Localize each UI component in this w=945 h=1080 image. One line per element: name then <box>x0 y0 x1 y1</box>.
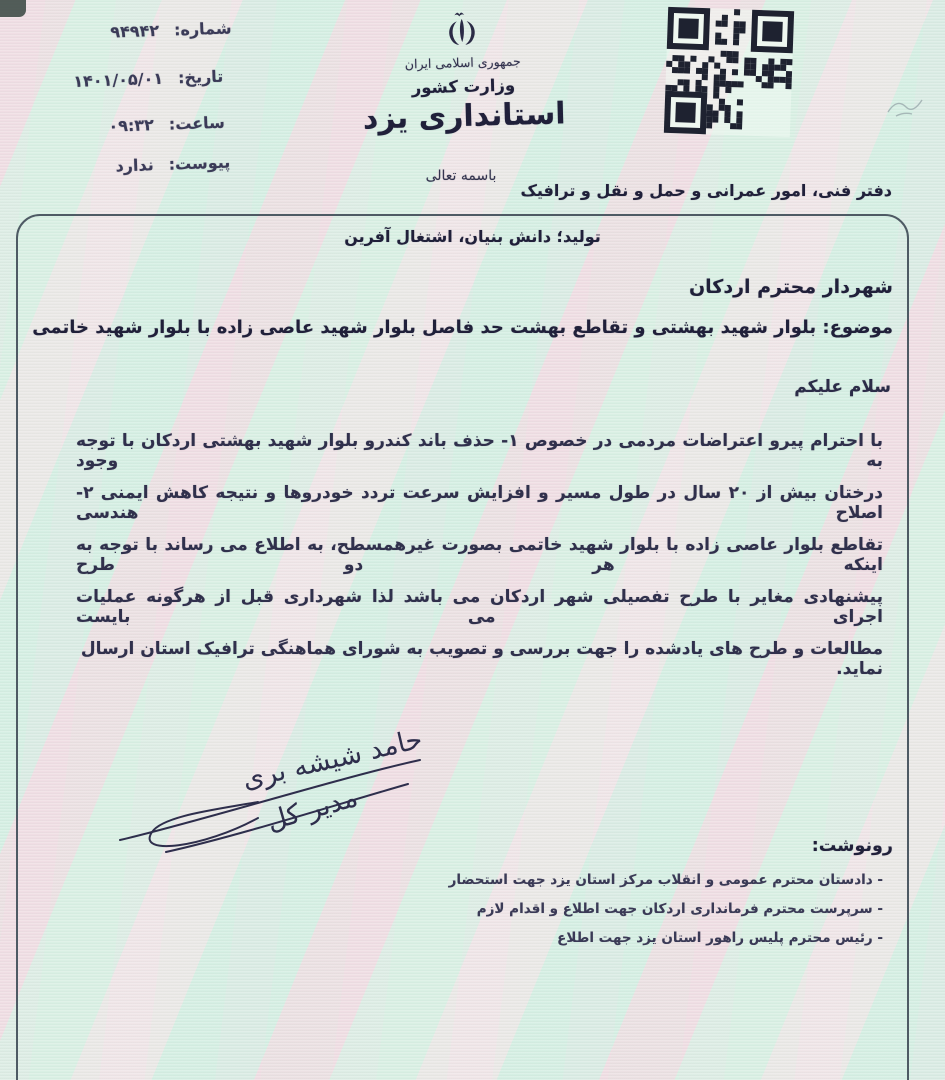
letter-number-value: ۹۴۹۴۲ <box>109 20 160 42</box>
letter-time-field <box>105 113 226 136</box>
letter-date-label: تاریخ: <box>177 66 224 88</box>
letter-attachment-field <box>112 153 231 176</box>
year-slogan: تولید؛ دانش بنیان، اشتغال آفرین <box>344 227 601 246</box>
body-line-1: با احترام پیرو اعتراضات مردمی در خصوص ۱- حذف باند کندرو بلوار شهید بهشتی اردکان با توجه به وجود <box>76 431 883 471</box>
letter-meta-fields <box>0 0 263 204</box>
letter-attachment-value: ندارد <box>115 155 154 176</box>
recipient-line: شهردار محترم اردکان <box>688 276 893 298</box>
letterhead <box>355 5 570 137</box>
qr-finder-top-right <box>751 10 794 53</box>
cc-item-2: - سرپرست محترم فرمانداری اردکان جهت اطلاع و اقدام لازم <box>476 901 883 917</box>
letterhead-country: جمهوری اسلامی ایران <box>404 53 521 72</box>
cc-item-1: - دادستان محترم عمومی و انقلاب مرکز استان یزد جهت استحضار <box>448 872 883 888</box>
letter-attachment-label: پیوست: <box>168 152 231 174</box>
body-line-5: مطالعات و طرح های یادشده را جهت بررسی و تصویب به شورای هماهنگی ترافیک استان ارسال نماید. <box>80 639 883 679</box>
bismillah-text: باسمه تعالی <box>425 168 497 184</box>
iran-emblem-icon <box>438 7 485 52</box>
body-line-4: پیشنهادی مغایر با طرح تفصیلی شهر اردکان می باشد لذا شهرداری قبل از هرگونه عملیات اجرای می بایست <box>76 587 883 627</box>
subject-label: موضوع: <box>822 317 893 338</box>
letter-number-label: شماره: <box>173 18 232 40</box>
salutation-line: سلام علیکم <box>794 377 891 397</box>
letter-number-field <box>109 18 232 41</box>
subject-text: بلوار شهید بهشتی و تقاطع بهشت حد فاصل بلوار شهید عاصی زاده با بلوار شهید خاتمی <box>32 317 817 338</box>
subject-line <box>32 317 893 338</box>
letter-date-field <box>65 67 224 92</box>
qr-finder-top-left <box>667 7 710 50</box>
signature-title: مدیر کل <box>263 781 362 838</box>
body-line-2: درختان بیش از ۲۰ سال در طول مسیر و افزایش سرعت تردد خودروها و نتیجه کاهش ایمنی ۲- اصلاح هندسی <box>76 483 883 523</box>
letter-time-label: ساعت: <box>168 112 226 134</box>
qr-code <box>664 7 794 137</box>
letterhead-organization: استانداری یزد <box>362 96 566 137</box>
letterhead-ministry: وزارت کشور <box>411 75 516 98</box>
department-title: دفتر فنی، امور عمرانی و حمل و نقل و ترافیک <box>520 181 892 200</box>
qr-finder-bottom-left <box>664 91 707 134</box>
signature <box>108 720 448 860</box>
body-line-3: تقاطع بلوار عاصی زاده با بلوار شهید خاتمی بصورت غیرهمسطح، به اطلاع می رساند با توجه به اینکه هر دو طرح <box>76 535 883 575</box>
signature-name: حامد شیشه بری <box>239 723 426 796</box>
letter-time-value: ۰۹:۳۲ <box>108 115 155 136</box>
cc-item-3: - رئیس محترم پلیس راهور استان یزد جهت اطلاع <box>557 930 883 946</box>
pen-mark-artifact <box>882 86 934 124</box>
letter-date-value: ۱۴۰۱/۰۵/۰۱ <box>73 68 164 91</box>
cc-heading: رونوشت: <box>811 836 893 856</box>
